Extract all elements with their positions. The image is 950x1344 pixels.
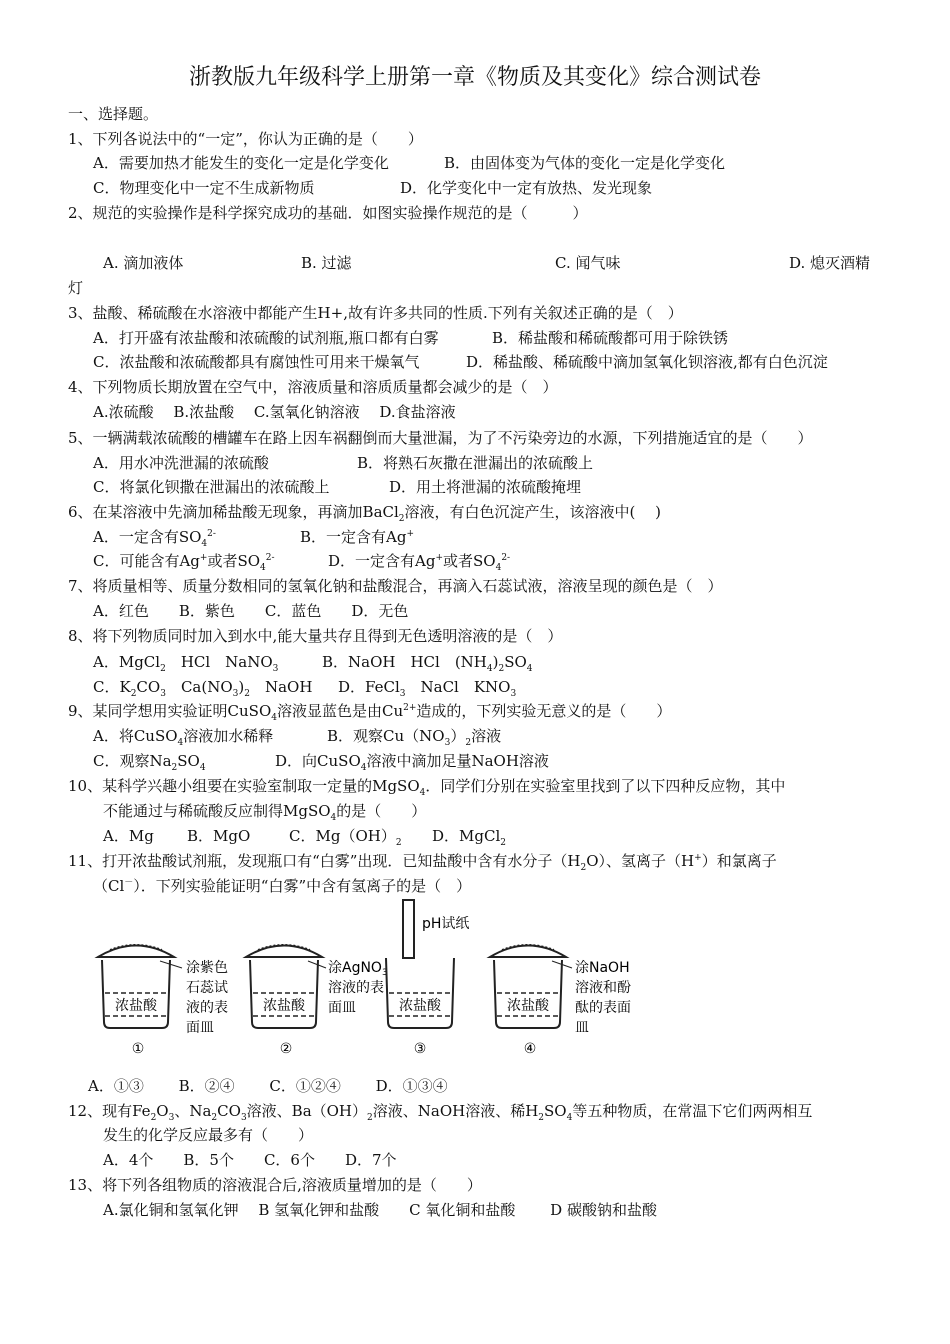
setup-2-label-line2: 溶液的表	[328, 980, 384, 996]
q6-option-a: A．一定含有$SO_4^{2-}$	[93, 528, 216, 549]
q8-option-a: A．MgCl$_2$ HCl NaNO$_3$	[93, 653, 279, 674]
q2-option-b: B. 过滤	[301, 254, 352, 272]
q3-option-d: D．稀盐酸、稀硫酸中滴加氢氧化钡溶液,都有白色沉淀	[466, 353, 828, 371]
section-heading: 一、选择题。	[68, 105, 159, 123]
q9-option-c: C．观察$Na_2SO_4$	[93, 752, 206, 773]
q4-stem: 4、下列物质长期放置在空气中，溶液质量和溶质质量都会减少的是（ ）	[68, 378, 558, 396]
setup-1-label-line2: 石蕊试	[186, 980, 228, 996]
q10-option-b: B．MgO	[187, 827, 251, 845]
q3-stem: 3、盐酸、稀硫酸在水溶液中都能产生H+,故有许多共同的性质.下列有关叙述正确的是（ ）	[68, 304, 683, 322]
q1-option-a: A．需要加热才能发生的变化一定是化学变化	[93, 154, 389, 172]
q12-options: A．4个 B．5个 C．6个 D．7个	[103, 1151, 397, 1169]
q2-option-d-wrap: 灯	[68, 279, 84, 297]
q6-option-b: B．一定含有Ag+	[300, 528, 415, 546]
q7-options: A．红色 B．紫色 C．蓝色 D．无色	[93, 602, 409, 620]
q1-option-d: D．化学变化中一定有放热、发光现象	[400, 179, 653, 197]
q5-option-d: D．用土将泄漏的浓硫酸掩埋	[389, 478, 582, 496]
q8-option-b: B．NaOH HCl $(NH_4)_2SO_4$	[322, 653, 533, 674]
q8-option-c: C．$K_2CO_3$ $Ca(NO_3)_2$ NaOH	[93, 678, 313, 699]
setup-1-label-line1: 涂紫色	[186, 960, 228, 976]
setup-4-number: ④	[523, 1041, 537, 1057]
q10-stem-line2: 不能通过与稀硫酸反应制得MgSO$_4$的是（ ）	[103, 802, 427, 823]
q3-option-a: A．打开盛有浓盐酸和浓硫酸的试剂瓶,瓶口都有白雾	[93, 329, 439, 347]
q11-stem-line2: （Cl－）．下列实验能证明“白雾”中含有氢离子的是（ ）	[93, 877, 472, 895]
setup-1-label-line3: 液的表	[186, 1000, 228, 1016]
beaker-label-4: 浓盐酸	[507, 998, 549, 1014]
q5-option-c: C．将氯化钡撒在泄漏出的浓硫酸上	[93, 478, 330, 496]
setup-2-label-line1: 涂AgNO$_3$	[328, 960, 388, 978]
setup-2-label-line3: 面皿	[328, 1000, 356, 1016]
q5-option-b: B．将熟石灰撒在泄漏出的浓硫酸上	[357, 454, 594, 472]
q2-option-d: D. 熄灭酒精	[789, 254, 871, 272]
q6-option-d: D．一定含有Ag+或者$SO_4^{2-}$	[328, 552, 511, 573]
setup-2-number: ②	[279, 1041, 293, 1057]
setup-1-label-line4: 面皿	[186, 1020, 214, 1036]
q9-option-d: D．向CuSO$_4$溶液中滴加足量NaOH溶液	[275, 752, 549, 773]
setup-4	[490, 945, 631, 1057]
q2-option-c: C. 闻气味	[555, 254, 621, 272]
q8-stem: 8、将下列物质同时加入到水中,能大量共存且得到无色透明溶液的是（ ）	[68, 627, 563, 645]
ph-paper-label: pH试纸	[422, 916, 470, 932]
q9-stem: 9、某同学想用实验证明CuSO$_4$溶液显蓝色是由$Cu^{2+}$造成的，下列实验无意义的是（ ）	[68, 702, 672, 723]
q1-option-b: B．由固体变为气体的变化一定是化学变化	[444, 154, 726, 172]
setup-3-number: ③	[413, 1041, 427, 1057]
setup-4-label-line4: 皿	[575, 1020, 589, 1036]
q5-option-a: A．用水冲洗泄漏的浓硫酸	[93, 454, 269, 472]
q8-option-d: D．FeCl$_3$ NaCl $KNO_3$	[338, 678, 517, 699]
q12-stem: 12、现有$Fe_2O_3$、$Na_2CO_3$溶液、$Ba(OH)_2$溶液、NaOH溶液、稀$H_2SO_4$等五种物质，在常温下它们两两相互	[68, 1102, 813, 1123]
q9-option-a: A．将CuSO$_4$溶液加水稀释	[93, 727, 274, 748]
q10-option-d: D．MgCl$_2$	[432, 827, 506, 848]
q2-stem: 2、规范的实验操作是科学探究成功的基础．如图实验操作规范的是（ ）	[68, 204, 588, 222]
q12-stem-line2: 发生的化学反应最多有（ ）	[103, 1126, 314, 1144]
q6-stem: 6、在某溶液中先滴加稀盐酸无现象，再滴加BaCl$_2$溶液，有白色沉淀产生，该溶液中( )	[68, 503, 662, 524]
q1-stem: 1、下列各说法中的“一定”，你认为正确的是（ ）	[68, 130, 423, 148]
setup-4-label-line3: 酞的表面	[575, 1000, 631, 1016]
q5-stem: 5、一辆满载浓硫酸的槽罐车在路上因车祸翻倒而大量泄漏，为了不污染旁边的水源，下列措施适宜的是（ ）	[68, 429, 813, 447]
q11-options: A．①③ B．②④ C．①②④ D．①③④	[88, 1077, 448, 1095]
q11-experiment-figure	[90, 898, 650, 1060]
q10-option-a: A．Mg	[103, 827, 154, 845]
beaker-label-2: 浓盐酸	[263, 998, 305, 1014]
setup-4-label-line1: 涂NaOH	[575, 960, 630, 976]
q11-stem: 11、打开浓盐酸试剂瓶，发现瓶口有“白雾”出现．已知盐酸中含有水分子$(H_2O)$、氢离子（H+）和氯离子	[68, 852, 777, 873]
q9-option-b: B．观察$Cu(NO_3)_2$溶液	[327, 727, 502, 748]
q10-stem: 10、某科学兴趣小组要在实验室制取一定量的MgSO$_4$．同学们分别在实验室里找到了以下四种反应物，其中	[68, 777, 786, 798]
setup-1	[98, 945, 228, 1057]
q6-option-c: C．可能含有Ag+或者$SO_4^{2-}$	[93, 552, 275, 573]
setup-4-label-line2: 溶液和酚	[575, 980, 631, 996]
page-title: 浙教版九年级科学上册第一章《物质及其变化》综合测试卷	[188, 65, 761, 90]
beaker-label-3: 浓盐酸	[399, 998, 441, 1014]
q1-option-c: C．物理变化中一定不生成新物质	[93, 179, 315, 197]
q3-option-b: B．稀盐酸和稀硫酸都可用于除铁锈	[492, 329, 729, 347]
q10-option-c: C．$Mg(OH)_2$	[289, 827, 402, 848]
q13-stem: 13、将下列各组物质的溶液混合后,溶液质量增加的是（ ）	[68, 1176, 482, 1194]
setup-3	[386, 900, 469, 1057]
q3-option-c: C．浓盐酸和浓硫酸都具有腐蚀性可用来干燥氧气	[93, 353, 420, 371]
setup-2	[246, 945, 388, 1057]
beaker-label-1: 浓盐酸	[115, 998, 157, 1014]
q2-option-a: A. 滴加液体	[103, 254, 184, 272]
setup-1-number: ①	[131, 1041, 145, 1057]
q7-stem: 7、将质量相等、质量分数相同的氢氧化钠和盐酸混合，再滴入石蕊试液，溶液呈现的颜色是（ ）	[68, 577, 723, 595]
q4-options: A.浓硫酸 B.浓盐酸 C.氢氧化钠溶液 D.食盐溶液	[93, 403, 456, 421]
q13-options: A.氯化铜和氢氧化钾 B 氢氧化钾和盐酸 C 氧化铜和盐酸 D 碳酸钠和盐酸	[103, 1201, 657, 1219]
